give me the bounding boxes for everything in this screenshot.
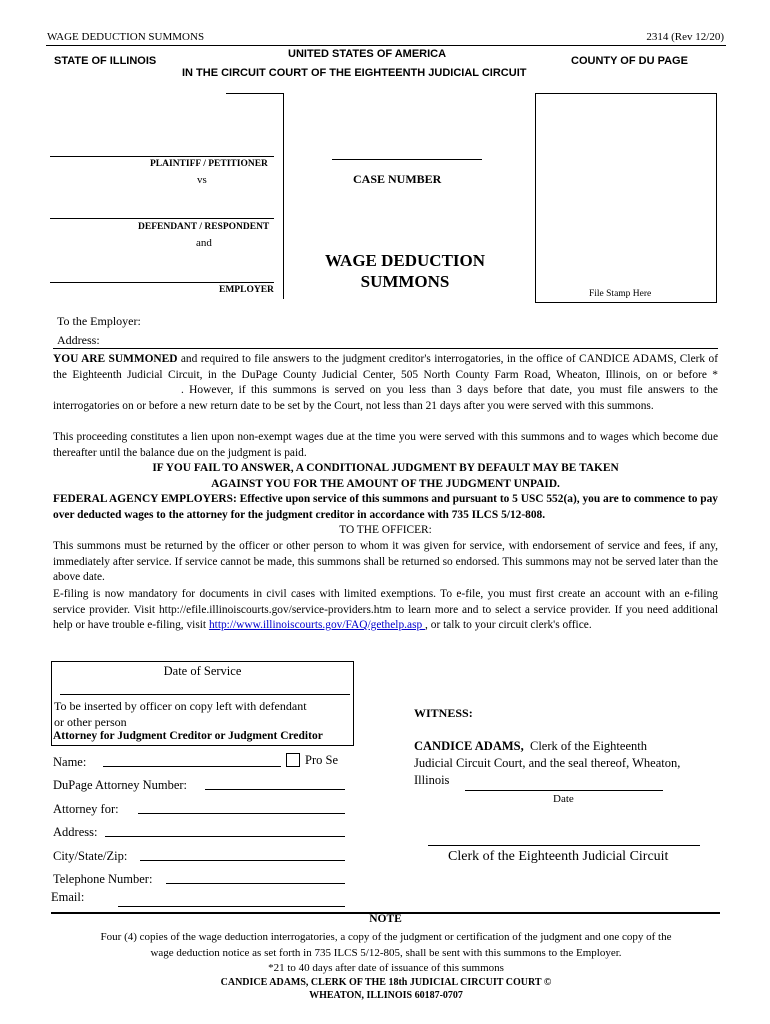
clerk-signature-field[interactable] — [428, 845, 700, 846]
email-field[interactable] — [118, 906, 345, 907]
plaintiff-label: PLAINTIFF / PETITIONER — [150, 159, 268, 169]
summoned-text-1: and required to file answers to the judgment creditor's interrogatories, in the office of CANDICE ADAMS, Clerk of the Eighteenth Judicial Circuit, in the DuPage County Judicial Center, 505 North County Farm Road, Wheaton, Illinois, on or before * — [53, 353, 718, 381]
pro-se-checkbox[interactable] — [286, 753, 300, 767]
summons-title-line2: SUMMONS — [360, 272, 450, 291]
defendant-label: DEFENDANT / RESPONDENT — [138, 222, 270, 232]
witness-text — [414, 738, 719, 789]
case-number-line[interactable] — [332, 159, 482, 160]
header-rule — [46, 45, 726, 46]
name-label: Name: — [53, 755, 87, 769]
warning-line1: IF YOU FAIL TO ANSWER, A CONDITIONAL JUDGMENT BY DEFAULT MAY BE TAKEN — [152, 462, 619, 474]
officer-paragraph: This summons must be returned by the officer or other person to whom it was given for service, with endorsement of service and fees, if any, immediately after service. If service cannot be made, this summons shall be returned so endorsed. This summons may not be served later than the above date. — [53, 540, 718, 583]
warning-line2: AGAINST YOU FOR THE AMOUNT OF THE JUDGMENT UNPAID. — [211, 477, 560, 490]
efile-help-link[interactable]: http://www.illinoiscourts.gov/FAQ/gethelp.asp — [208, 619, 426, 631]
insert-note-line1: To be inserted by officer on copy left with defendant — [54, 699, 307, 713]
insert-note-line2: or other person — [54, 715, 127, 729]
address-field[interactable] — [105, 836, 345, 837]
name-field[interactable] — [103, 766, 281, 767]
employer-address-rule — [53, 348, 718, 349]
clerk-text-3: Illinois — [414, 773, 450, 787]
country-label: UNITED STATES OF AMERICA — [288, 48, 447, 60]
attorney-heading: Attorney for Judgment Creditor or Judgment Creditor — [53, 730, 323, 742]
summons-paragraph — [53, 352, 718, 414]
note-text — [46, 930, 726, 977]
city-label: City/State/Zip: — [53, 849, 128, 863]
clerk-text-2: Judicial Circuit Court, and the seal thereof, Wheaton, — [414, 756, 681, 770]
clerk-name: CANDICE ADAMS, — [414, 739, 524, 753]
footer-line1: CANDICE ADAMS, CLERK OF THE 18th JUDICIAL CIRCUIT COURT © — [220, 977, 552, 988]
telephone-label: Telephone Number: — [53, 872, 153, 886]
address-label: Address: — [53, 825, 98, 839]
witness-date-label: Date — [553, 793, 574, 805]
footer — [46, 976, 726, 1002]
note-line1: Four (4) copies of the wage deduction interrogatories, a copy of the judgment or certification of the judgment and one copy of the — [100, 931, 672, 943]
form-number: 2314 (Rev 12/20) — [646, 31, 724, 43]
email-label: Email: — [51, 890, 85, 904]
employer-line[interactable] — [50, 282, 274, 283]
caption-divider — [283, 93, 284, 299]
state-label: STATE OF ILLINOIS — [54, 55, 157, 67]
vs-label: vs — [197, 174, 207, 186]
caption-top-line — [226, 93, 284, 94]
federal-paragraph: FEDERAL AGENCY EMPLOYERS: Effective upon service of this summons and pursuant to 5 USC 552(a), you are to commence to pay over deducted wages to the attorney for the judgment creditor in accordance with 735 ILCS 5/12-808. — [53, 493, 718, 521]
footer-line2: WHEATON, ILLINOIS 60187-0707 — [309, 990, 463, 1001]
telephone-field[interactable] — [166, 883, 345, 884]
default-warning — [53, 461, 718, 492]
case-number-label: CASE NUMBER — [353, 172, 442, 186]
defendant-line[interactable] — [50, 218, 274, 219]
file-stamp-box — [535, 93, 717, 303]
employer-label: EMPLOYER — [219, 285, 274, 295]
efile-text-2: , or talk to your circuit clerk's office. — [425, 619, 592, 631]
employer-address-label: Address: — [57, 333, 100, 347]
attorney-for-label: Attorney for: — [53, 802, 119, 816]
summoned-text-2: . However, if this summons is served on you less than 3 days before that date, you must file answers to the interrogatories on or before a new return date to be set by the Court, not less than 21 days after you were served with this summons. — [53, 384, 718, 412]
date-of-service-line[interactable] — [60, 694, 350, 695]
note-line3: *21 to 40 days after date of issuance of this summons — [268, 962, 504, 974]
officer-heading: TO THE OFFICER: — [339, 524, 432, 536]
date-of-service-label: Date of Service — [163, 664, 242, 678]
form-title: WAGE DEDUCTION SUMMONS — [47, 31, 205, 43]
note-line2: wage deduction notice as set forth in 735 ILCS 5/12-805, shall be sent with this summons to the Employer. — [150, 946, 622, 959]
summons-title-line1: WAGE DEDUCTION — [324, 251, 486, 270]
insert-note — [54, 698, 307, 730]
lien-paragraph: This proceeding constitutes a lien upon non-exempt wages due at the time you were served with this summons and to wages which become due thereafter until the balance due on the judgment is paid. — [53, 431, 718, 459]
plaintiff-line[interactable] — [50, 156, 274, 157]
note-heading: NOTE — [369, 913, 402, 925]
pro-se-label: Pro Se — [305, 753, 338, 767]
to-employer-label: To the Employer: — [57, 314, 141, 328]
court-label: IN THE CIRCUIT COURT OF THE EIGHTEENTH JUDICIAL CIRCUIT — [182, 67, 527, 79]
city-field[interactable] — [140, 860, 345, 861]
dupage-number-field[interactable] — [205, 789, 345, 790]
efile-paragraph — [53, 587, 718, 634]
summoned-bold: YOU ARE SUMMONED — [53, 353, 178, 365]
clerk-text-1: Clerk of the Eighteenth — [529, 739, 647, 753]
and-label: and — [196, 237, 212, 249]
attorney-for-field[interactable] — [138, 813, 345, 814]
summons-title — [300, 250, 510, 292]
witness-label: WITNESS: — [414, 706, 473, 720]
witness-date-field[interactable] — [465, 790, 663, 791]
dupage-number-label: DuPage Attorney Number: — [53, 778, 188, 792]
efile-text-1: E-filing is now mandatory for documents in civil cases with limited exemptions. To e-file, you must first create an account with an e-filing service provider. Visit http://efile.illinoiscourts.gov/service-providers.htm to learn more and to select a service provider. If you need additional help or have trouble e-filing, visit — [53, 588, 718, 631]
clerk-signature-label: Clerk of the Eighteenth Judicial Circuit — [448, 849, 669, 864]
file-stamp-label: File Stamp Here — [589, 289, 652, 299]
county-label: COUNTY OF DU PAGE — [571, 55, 688, 67]
